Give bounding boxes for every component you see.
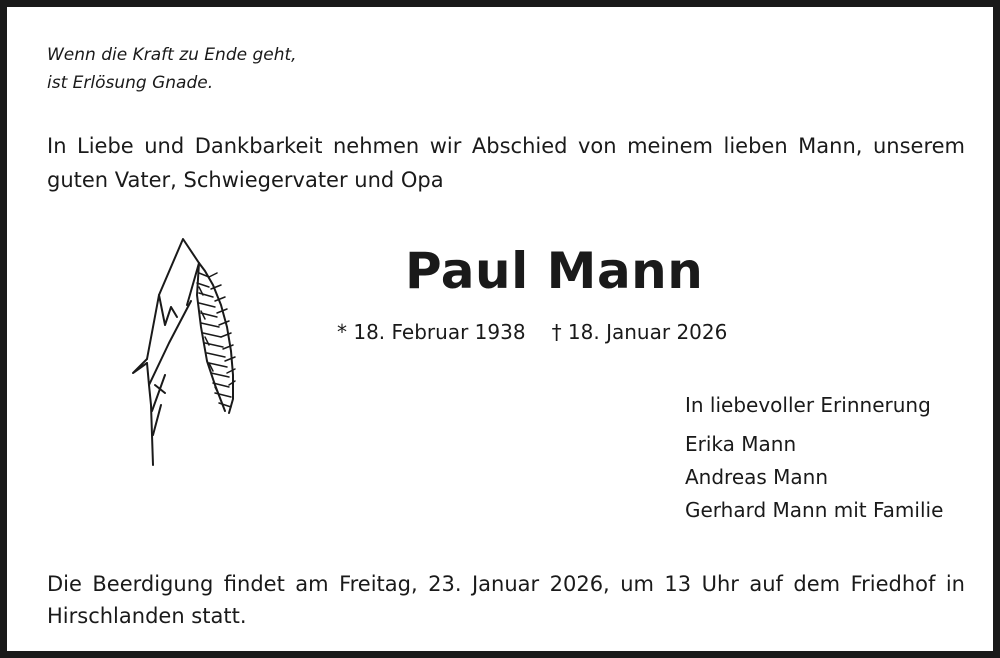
mourners-block (685, 389, 943, 527)
wheat-ear-icon (125, 235, 245, 471)
birth-date: * 18. Februar 1938 (337, 320, 526, 344)
intro-text: In Liebe und Dankbarkeit nehmen wir Abschied von meinem lieben Mann, unserem guten Vater, Schwiegervater und Opa (47, 134, 965, 192)
funeral-notice: Die Beerdigung findet am Freitag, 23. Januar 2026, um 13 Uhr auf dem Friedhof in Hirschlanden statt. (47, 572, 965, 628)
motto-line-2: ist Erlösung Gnade. (47, 73, 214, 93)
motto-quote (47, 41, 297, 97)
mourners-heading: In liebevoller Erinnerung (685, 393, 931, 417)
death-date: † 18. Januar 2026 (551, 320, 728, 344)
mourner-name: Erika Mann (685, 432, 797, 456)
deceased-name: Paul Mann (405, 242, 704, 300)
mourner-name: Gerhard Mann mit Familie (685, 498, 944, 522)
mourner-name: Andreas Mann (685, 465, 829, 489)
life-dates (337, 317, 727, 347)
motto-line-1: Wenn die Kraft zu Ende geht, (47, 45, 297, 65)
